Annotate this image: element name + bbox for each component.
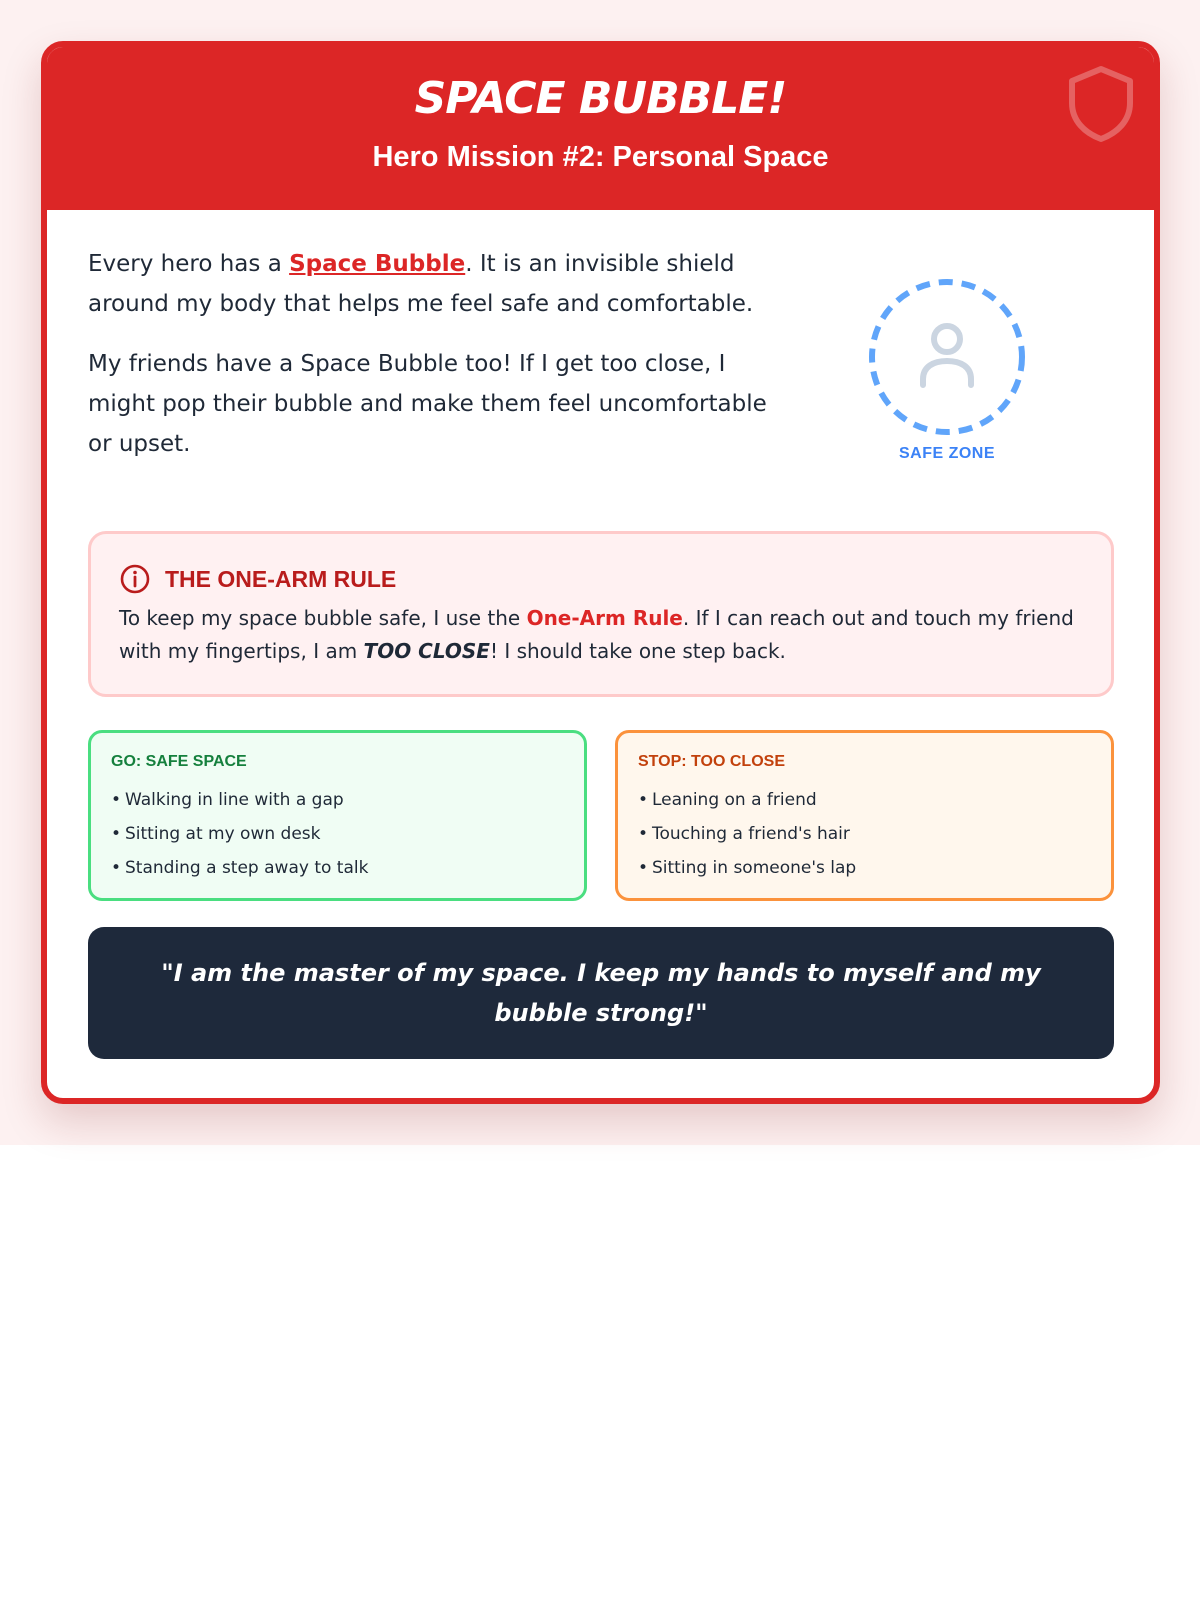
card-header — [47, 47, 1154, 210]
mission-card — [41, 41, 1160, 1104]
list-item: • Walking in line with a gap — [111, 790, 344, 810]
list-item: • Touching a friend's hair — [638, 824, 850, 844]
info-icon — [119, 563, 151, 595]
too-close-emphasis: TOO CLOSE — [363, 639, 490, 663]
stop-list — [638, 783, 856, 885]
stop-list-title: STOP: TOO CLOSE — [638, 753, 785, 770]
go-list-title: GO: SAFE SPACE — [111, 753, 247, 770]
safe-zone-bubble — [867, 277, 1027, 437]
list-item: • Standing a step away to talk — [111, 858, 369, 878]
one-arm-rule-box — [88, 531, 1114, 697]
space-bubble-highlight: Space Bubble — [289, 251, 466, 277]
person-icon — [923, 326, 971, 385]
motto-quote: "I am the master of my space. I keep my hands to myself and my bubble strong!" — [161, 959, 1041, 1027]
page-title: SPACE BUBBLE! — [414, 73, 787, 124]
rule-title: THE ONE-ARM RULE — [165, 565, 397, 592]
intro-paragraph-2: My friends have a Space Bubble too! If I get too close, I might pop their bubble and make them feel uncomfortable or upset. — [88, 351, 767, 457]
intro-text — [88, 244, 768, 484]
page-subtitle: Hero Mission #2: Personal Space — [372, 141, 829, 173]
rule-heading — [119, 562, 396, 596]
stop-too-close-box — [615, 730, 1114, 901]
shield-icon — [1064, 63, 1138, 143]
motto-banner — [88, 927, 1114, 1059]
list-item: • Leaning on a friend — [638, 790, 817, 810]
list-item: • Sitting at my own desk — [111, 824, 321, 844]
rule-description: To keep my space bubble safe, I use the One-Arm Rule. If I can reach out and touch my friend with my fingertips, I am TOO CLOSE! I should take one step back. — [119, 606, 1074, 663]
one-arm-rule-highlight: One-Arm Rule — [526, 606, 683, 630]
go-safe-space-box — [88, 730, 587, 901]
intro-paragraph-1: Every hero has a Space Bubble. It is an invisible shield around my body that helps me feel safe and comfortable. — [88, 251, 754, 317]
list-item: • Sitting in someone's lap — [638, 858, 857, 878]
safe-zone-label: SAFE ZONE — [898, 445, 996, 462]
go-list — [111, 783, 368, 885]
